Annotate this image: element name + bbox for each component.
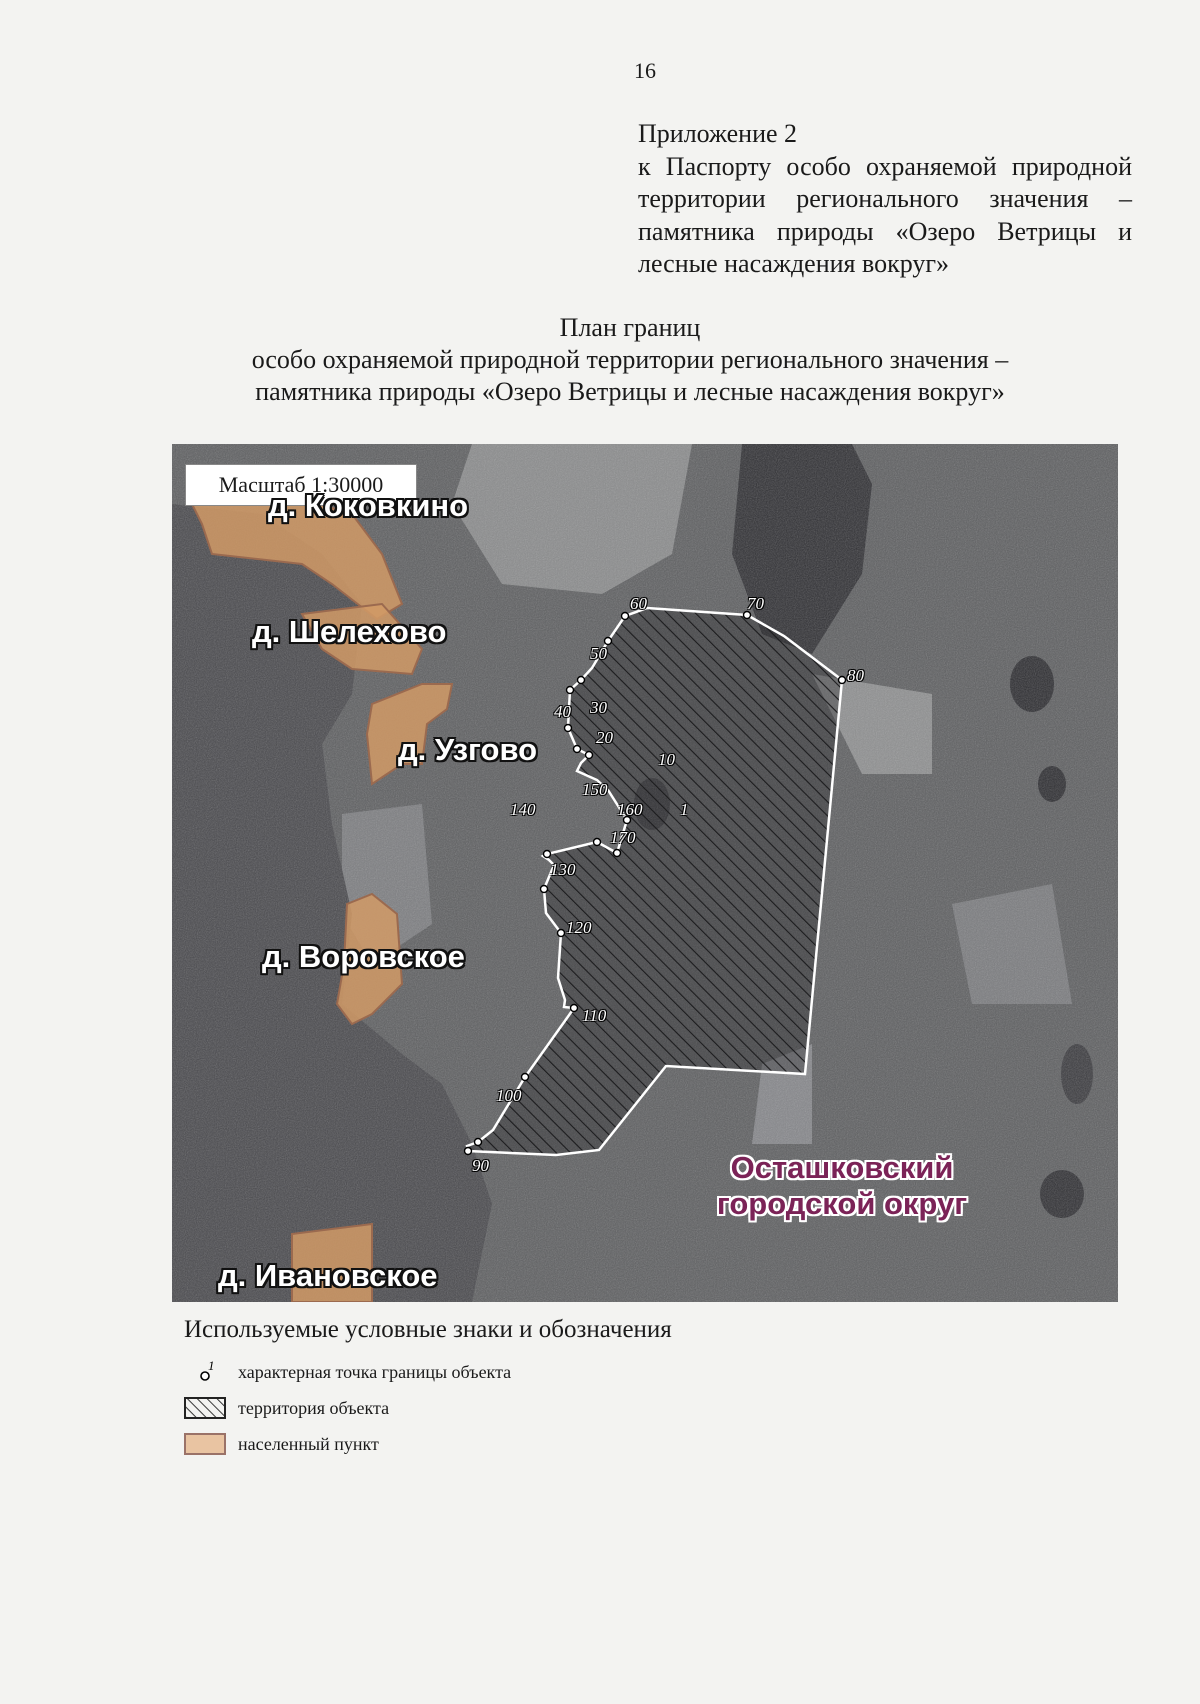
boundary-point-sample-number: 1 [208, 1360, 215, 1373]
point-label-50: 50 [590, 644, 607, 663]
district-label [682, 1150, 1002, 1222]
point-label-40: 40 [554, 702, 571, 721]
settlement-swatch [184, 1433, 226, 1455]
page-number: 16 [634, 58, 656, 83]
plan-title-line-1: План границ [559, 313, 701, 342]
boundary-point-marker [571, 1005, 578, 1012]
point-label-70: 70 [747, 594, 764, 613]
label-vorovskoe: д. Воровское [262, 939, 465, 974]
district-line-2: городской округ [716, 1186, 968, 1221]
point-label-90: 90 [472, 1156, 489, 1175]
legend-label-settlement: населенный пункт [238, 1433, 379, 1454]
boundary-point-marker [574, 746, 581, 753]
district-line-1: Осташковский [730, 1150, 954, 1185]
boundary-point-marker [578, 677, 585, 684]
boundary-point-marker [839, 677, 846, 684]
boundary-point-marker [522, 1074, 529, 1081]
hatch-icon [184, 1396, 226, 1420]
point-label-150: 150 [582, 780, 608, 799]
label-uzgovo: д. Узгово [398, 732, 538, 767]
boundary-point-marker [622, 613, 629, 620]
boundary-point-marker [586, 752, 593, 759]
legend-label-territory: территория объекта [238, 1397, 390, 1418]
point-label-20: 20 [596, 728, 613, 747]
plan-title [180, 312, 1080, 408]
legend-item-settlement [184, 1426, 1004, 1462]
boundary-point-marker [558, 930, 565, 937]
point-label-170: 170 [610, 828, 636, 847]
map-scale: Масштаб 1:30000 [185, 464, 417, 506]
point-label-140: 140 [510, 800, 536, 819]
boundary-point-icon [184, 1360, 226, 1384]
point-label-80: 80 [847, 666, 864, 685]
appendix-title: Приложение 2 [638, 119, 798, 148]
label-shelekhovo: д. Шелехово [252, 614, 447, 649]
plan-title-line-2: особо охраняемой природной территории регионального значения – [251, 345, 1009, 374]
point-label-100: 100 [496, 1086, 522, 1105]
legend-label-point: характерная точка границы объекта [238, 1361, 512, 1382]
point-label-30: 30 [590, 698, 607, 717]
appendix-block [638, 118, 1132, 281]
legend-item-point [184, 1354, 1004, 1390]
boundary-point-marker [614, 850, 621, 857]
boundary-point-marker [565, 725, 572, 732]
boundary-point-marker [465, 1148, 472, 1155]
point-label-160: 160 [617, 800, 643, 819]
boundary-map [172, 444, 1118, 1302]
legend-title: Используемые условные знаки и обозначения [184, 1316, 672, 1343]
point-label-120: 120 [566, 918, 592, 937]
boundary-point-marker [541, 886, 548, 893]
boundary-point-marker [567, 687, 574, 694]
legend [184, 1316, 1004, 1462]
label-ivanovskoe: д. Ивановское [218, 1258, 438, 1293]
point-label-60: 60 [630, 594, 647, 613]
point-label-1: 1 [680, 800, 689, 819]
point-label-130: 130 [550, 860, 576, 879]
boundary-point-marker [544, 851, 551, 858]
legend-item-territory [184, 1390, 1004, 1426]
boundary-point-marker [475, 1139, 482, 1146]
appendix-body: к Паспорту особо охраняемой природной территории регионального значения – памятника природы «Озеро Ветрицы и лесные насаждения вокруг» [638, 151, 1132, 278]
plan-title-line-3: памятника природы «Озеро Ветрицы и лесные насаждения вокруг» [255, 377, 1005, 406]
point-label-10: 10 [658, 750, 675, 769]
label-kokovkino: д. Коковкино [268, 488, 469, 523]
point-label-110: 110 [582, 1006, 607, 1025]
boundary-point-marker [594, 839, 601, 846]
